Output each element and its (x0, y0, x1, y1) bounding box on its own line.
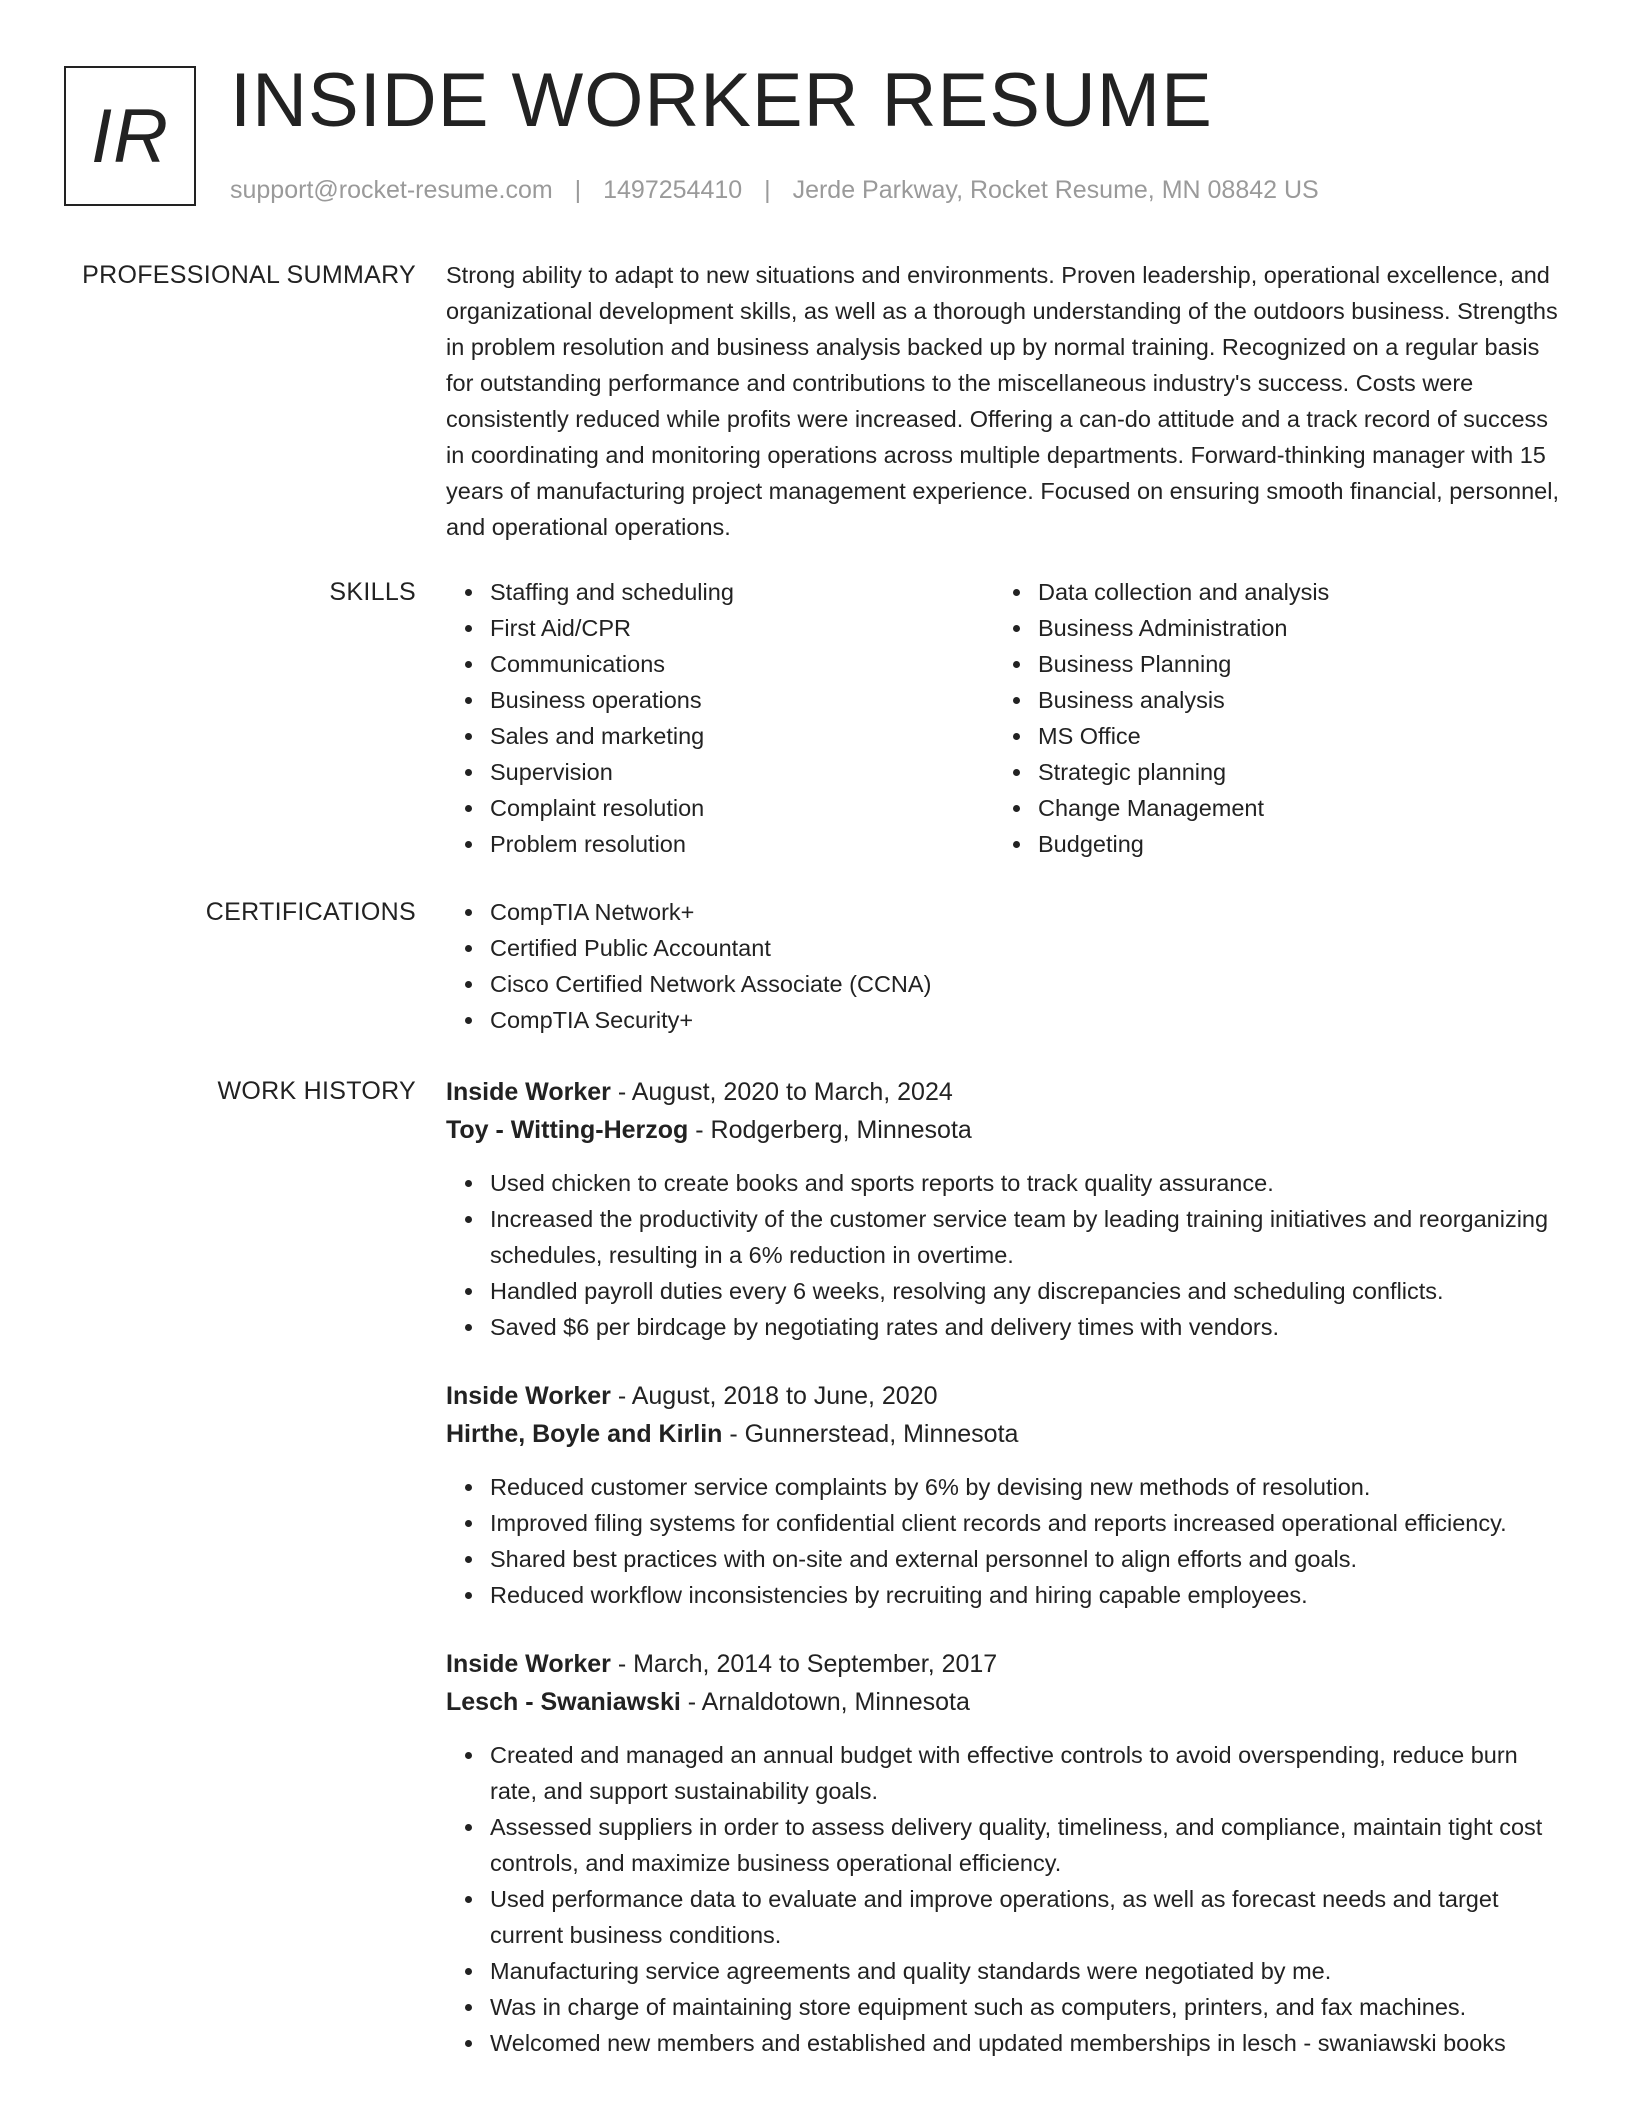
certification-item: Cisco Certified Network Associate (CCNA) (446, 966, 1566, 1002)
resume-title: INSIDE WORKER RESUME (230, 58, 1213, 143)
skill-item: Business operations (446, 682, 994, 718)
contact-separator: | (574, 176, 582, 204)
skill-item: Change Management (994, 790, 1542, 826)
job-bullet: Saved $6 per birdcage by negotiating rates and delivery times with vendors. (446, 1309, 1566, 1345)
job-location: - Rodgerberg, Minnesota (688, 1116, 972, 1144)
skill-item: Business Administration (994, 610, 1542, 646)
job-company: Hirthe, Boyle and Kirlin (446, 1420, 723, 1448)
job-bullet: Reduced workflow inconsistencies by recruiting and hiring capable employees. (446, 1577, 1566, 1613)
skill-item: Supervision (446, 754, 994, 790)
job-title-line (446, 1377, 1566, 1415)
skills-column-right (994, 574, 1542, 862)
job-bullet: Was in charge of maintaining store equipment such as computers, printers, and fax machines. (446, 1989, 1566, 2025)
skill-item: Business analysis (994, 682, 1542, 718)
skill-item: Complaint resolution (446, 790, 994, 826)
skills-column-left (446, 574, 994, 862)
skill-item: MS Office (994, 718, 1542, 754)
job-title: Inside Worker (446, 1382, 611, 1410)
job-company-line (446, 1683, 1566, 1721)
certifications-list (446, 894, 1566, 1038)
job-title-line (446, 1073, 1566, 1111)
contact-email[interactable]: support@rocket-resume.com (230, 176, 553, 204)
job-dates: - March, 2014 to September, 2017 (610, 1650, 998, 1678)
skill-item: Staffing and scheduling (446, 574, 994, 610)
work-history-section (446, 1073, 1566, 2093)
skill-item: Budgeting (994, 826, 1542, 862)
contact-phone[interactable]: 1497254410 (603, 176, 743, 204)
summary-text: Strong ability to adapt to new situations and environments. Proven leadership, operational excellence, and organizational development skills, as well as a thorough understanding of the outdoors business. Strengths in problem resolution and business analysis backed up by normal training. Recognized on a regular basis for outstanding performance and contributions to the miscellaneous industry's success. Costs were consistently reduced while profits were increased. Offering a can-do attitude and a track record of success in coordinating and monitoring operations across multiple departments. Forward-thinking manager with 15 years of manufacturing project management experience. Focused on ensuring smooth financial, personnel, and operational operations. (446, 262, 1559, 540)
job-company: Lesch - Swaniawski (446, 1688, 681, 1716)
job-bullet: Created and managed an annual budget with effective controls to avoid overspending, reduce burn rate, and support sustainability goals. (446, 1737, 1566, 1809)
job-title: Inside Worker (446, 1078, 611, 1106)
job-bullet: Increased the productivity of the customer service team by leading training initiatives and reorganizing schedules, resulting in a 6% reduction in overtime. (446, 1201, 1566, 1273)
job-bullets (446, 1469, 1566, 1613)
summary-heading: PROFESSIONAL SUMMARY (82, 261, 416, 289)
job-bullets (446, 1165, 1566, 1345)
summary-section (446, 257, 1566, 545)
certifications-section (446, 894, 1566, 1038)
skill-item: First Aid/CPR (446, 610, 994, 646)
work-history-heading: WORK HISTORY (217, 1077, 416, 1105)
certification-item: CompTIA Network+ (446, 894, 1566, 930)
job-bullet: Used chicken to create books and sports reports to track quality assurance. (446, 1165, 1566, 1201)
job-location: - Gunnerstead, Minnesota (722, 1420, 1019, 1448)
contact-line (230, 174, 1319, 206)
job-dates: - August, 2020 to March, 2024 (610, 1078, 953, 1106)
skill-item: Strategic planning (994, 754, 1542, 790)
skill-item: Problem resolution (446, 826, 994, 862)
skill-item: Business Planning (994, 646, 1542, 682)
skill-item: Data collection and analysis (994, 574, 1542, 610)
certification-item: Certified Public Accountant (446, 930, 1566, 966)
job-bullet: Assessed suppliers in order to assess delivery quality, timeliness, and compliance, maintain tight cost controls, and maximize business operational efficiency. (446, 1809, 1566, 1881)
monogram-text: IR (91, 93, 169, 179)
job-company: Toy - Witting-Herzog (446, 1116, 689, 1144)
job-entry (446, 1073, 1566, 1345)
contact-separator: | (764, 176, 771, 204)
job-bullet: Welcomed new members and established and updated memberships in lesch - swaniawski books (446, 2025, 1566, 2061)
job-dates: - August, 2018 to June, 2020 (610, 1382, 938, 1410)
skills-heading: SKILLS (329, 578, 416, 606)
skills-section (446, 574, 1566, 862)
job-company-line (446, 1415, 1566, 1453)
job-company-line (446, 1111, 1566, 1149)
job-bullet: Handled payroll duties every 6 weeks, resolving any discrepancies and scheduling conflicts. (446, 1273, 1566, 1309)
job-bullet: Manufacturing service agreements and quality standards were negotiated by me. (446, 1953, 1566, 1989)
job-title-line (446, 1645, 1566, 1683)
certification-item: CompTIA Security+ (446, 1002, 1566, 1038)
job-entry (446, 1377, 1566, 1613)
job-bullet: Used performance data to evaluate and improve operations, as well as forecast needs and target current business conditions. (446, 1881, 1566, 1953)
skill-item: Communications (446, 646, 994, 682)
job-bullets (446, 1737, 1566, 2061)
certifications-heading: CERTIFICATIONS (205, 898, 416, 926)
job-location: - Arnaldotown, Minnesota (680, 1688, 970, 1716)
skill-item: Sales and marketing (446, 718, 994, 754)
job-bullet: Reduced customer service complaints by 6% by devising new methods of resolution. (446, 1469, 1566, 1505)
skills-list-right (994, 574, 1542, 862)
skills-list-left (446, 574, 994, 862)
job-bullet: Shared best practices with on-site and external personnel to align efforts and goals. (446, 1541, 1566, 1577)
monogram-logo (64, 66, 196, 206)
contact-address: Jerde Parkway, Rocket Resume, MN 08842 US (792, 176, 1319, 204)
job-bullet: Improved filing systems for confidential client records and reports increased operational efficiency. (446, 1505, 1566, 1541)
job-title: Inside Worker (446, 1650, 611, 1678)
job-entry (446, 1645, 1566, 2061)
